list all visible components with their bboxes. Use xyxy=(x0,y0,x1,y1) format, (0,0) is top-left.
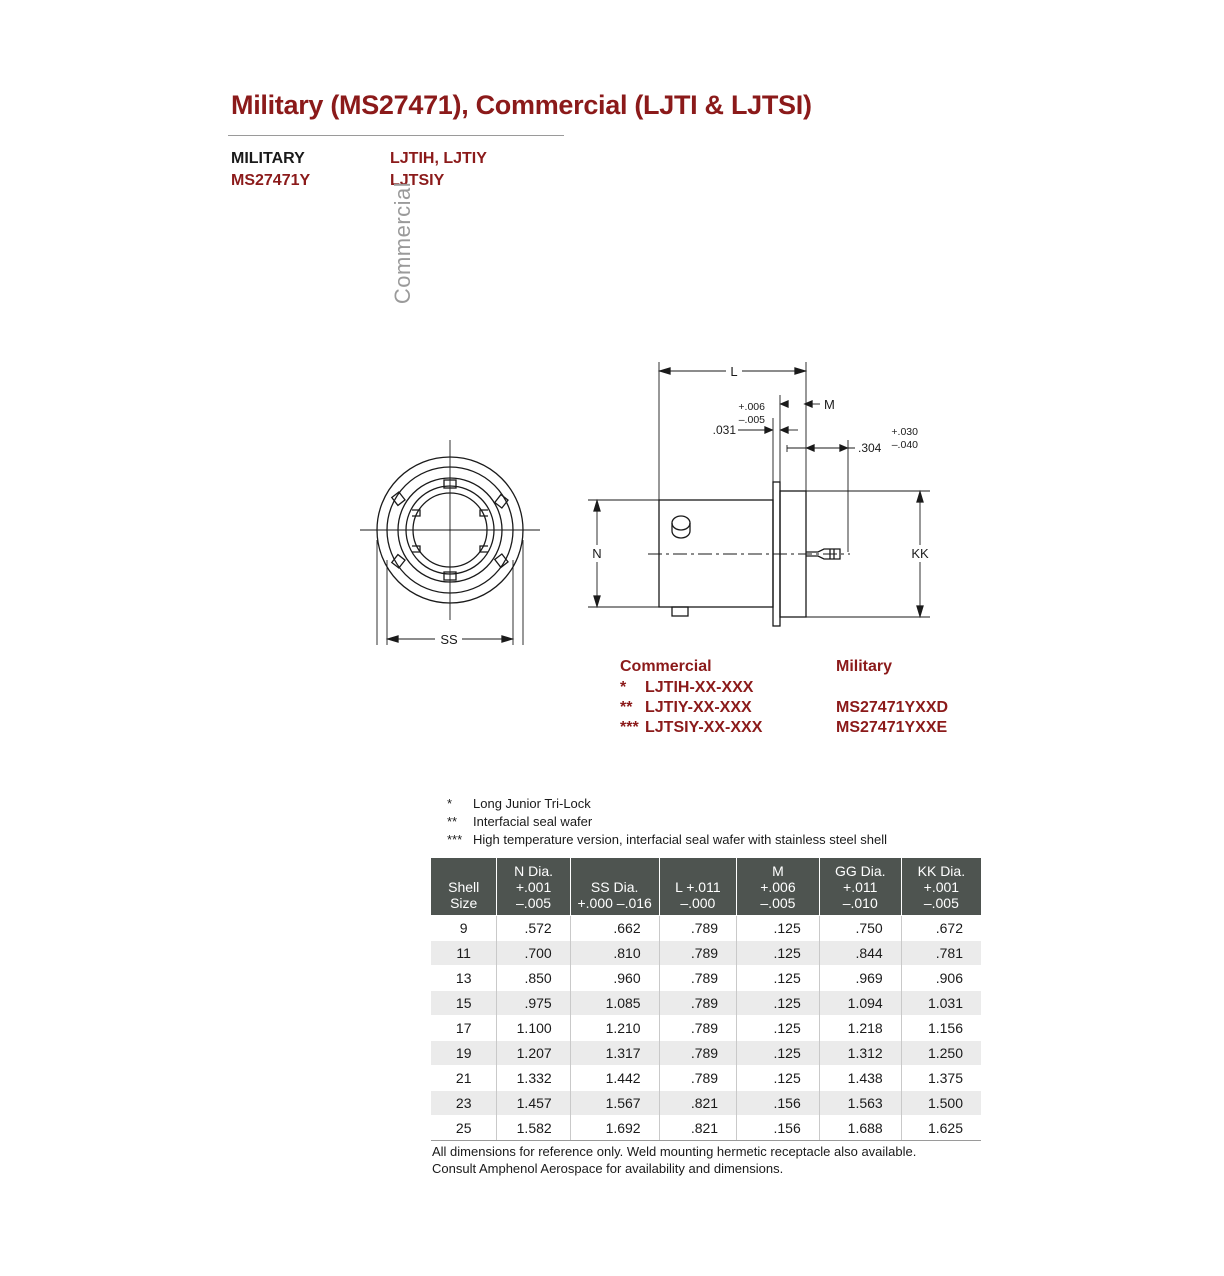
table-cell: 1.457 xyxy=(497,1091,570,1116)
col-header-ss-dia: SS Dia. +.000 –.016 xyxy=(570,858,659,916)
note-line1: All dimensions for reference only. Weld mounting hermetic receptacle also available. xyxy=(432,1144,917,1159)
table-cell: 1.210 xyxy=(570,1016,659,1041)
dim-label-l: L xyxy=(730,364,738,379)
dim-label-n: N xyxy=(592,546,602,561)
table-cell: .810 xyxy=(570,941,659,966)
cell-shell-size: 11 xyxy=(431,941,497,966)
cell-shell-size: 19 xyxy=(431,1041,497,1066)
table-row xyxy=(431,941,981,966)
military-part-number: MS27471Y xyxy=(231,172,311,189)
table-cell: .672 xyxy=(901,916,981,941)
table-cell: 1.692 xyxy=(570,1116,659,1141)
table-cell: 1.085 xyxy=(570,991,659,1016)
footnote: * Long Junior Tri-Lock xyxy=(447,796,591,811)
table-row xyxy=(431,1066,981,1091)
commercial-part-line1: LJTIH, LJTIY xyxy=(390,150,487,167)
table-cell: .572 xyxy=(497,916,570,941)
col-header-shell-size: Shell Size xyxy=(431,858,497,916)
table-cell: 1.156 xyxy=(901,1016,981,1041)
pn-marker: * xyxy=(620,679,627,696)
dim-label-m-tol-minus: –.005 xyxy=(738,414,765,426)
note-line2: Consult Amphenol Aerospace for availability and dimensions. xyxy=(432,1161,784,1176)
table-cell: 1.250 xyxy=(901,1041,981,1066)
commercial-vertical-label: Commercial xyxy=(390,181,416,305)
pn-marker: *** xyxy=(620,719,639,736)
cell-shell-size: 13 xyxy=(431,966,497,991)
commercial-part: LJTSIY-XX-XXX xyxy=(645,719,763,736)
table-cell: 1.625 xyxy=(901,1116,981,1141)
table-cell: .125 xyxy=(737,941,820,966)
commercial-part-line2: LJTSIY xyxy=(390,172,445,189)
military-label: MILITARY xyxy=(231,150,305,167)
cell-shell-size: 25 xyxy=(431,1116,497,1141)
table-cell: .844 xyxy=(819,941,901,966)
dimensions-table xyxy=(431,858,981,1141)
table-header-row xyxy=(431,858,981,916)
table-cell: 1.563 xyxy=(819,1091,901,1116)
col-header-l: L +.011 –.000 xyxy=(659,858,736,916)
table-cell: .906 xyxy=(901,966,981,991)
table-cell: .789 xyxy=(659,1066,736,1091)
table-row xyxy=(431,966,981,991)
commercial-heading: Commercial xyxy=(620,658,712,675)
col-header-gg-dia: GG Dia. +.011 –.010 xyxy=(819,858,901,916)
table-cell: .821 xyxy=(659,1091,736,1116)
dim-label-m: M xyxy=(824,397,835,412)
table-cell: 1.312 xyxy=(819,1041,901,1066)
table-cell: 1.317 xyxy=(570,1041,659,1066)
col-header-n-dia: N Dia. +.001 –.005 xyxy=(497,858,570,916)
table-cell: .789 xyxy=(659,916,736,941)
table-cell: .125 xyxy=(737,916,820,941)
col-header-m: M +.006 –.005 xyxy=(737,858,820,916)
cell-shell-size: 23 xyxy=(431,1091,497,1116)
table-cell: .821 xyxy=(659,1116,736,1141)
table-cell: 1.582 xyxy=(497,1116,570,1141)
table-cell: .789 xyxy=(659,966,736,991)
pn-marker: ** xyxy=(620,699,633,716)
table-cell: .156 xyxy=(737,1091,820,1116)
table-cell: .969 xyxy=(819,966,901,991)
dim-label-m-tol-plus: +.006 xyxy=(738,401,765,413)
table-cell: 1.500 xyxy=(901,1091,981,1116)
commercial-part: LJTIH-XX-XXX xyxy=(645,679,754,696)
table-cell: .781 xyxy=(901,941,981,966)
table-cell: 1.567 xyxy=(570,1091,659,1116)
cell-shell-size: 17 xyxy=(431,1016,497,1041)
table-cell: 1.375 xyxy=(901,1066,981,1091)
table-cell: .789 xyxy=(659,991,736,1016)
dim-label-flange: .031 xyxy=(712,423,736,437)
table-cell: 1.332 xyxy=(497,1066,570,1091)
table-cell: 1.207 xyxy=(497,1041,570,1066)
table-cell: .125 xyxy=(737,1016,820,1041)
title-divider xyxy=(228,135,564,136)
table-cell: .975 xyxy=(497,991,570,1016)
table-cell: .960 xyxy=(570,966,659,991)
military-part: MS27471YXXE xyxy=(836,719,948,736)
table-cell: 1.031 xyxy=(901,991,981,1016)
dim-label-pin-tol-plus: +.030 xyxy=(891,426,918,438)
table-cell: .156 xyxy=(737,1116,820,1141)
table-cell: 1.688 xyxy=(819,1116,901,1141)
table-cell: 1.218 xyxy=(819,1016,901,1041)
table-cell: .750 xyxy=(819,916,901,941)
table-cell: .662 xyxy=(570,916,659,941)
page-title: Military (MS27471), Commercial (LJTI & LJTSI) xyxy=(231,90,812,120)
military-part: MS27471YXXD xyxy=(836,699,949,716)
table-cell: 1.094 xyxy=(819,991,901,1016)
table-cell: 1.100 xyxy=(497,1016,570,1041)
cell-shell-size: 15 xyxy=(431,991,497,1016)
dim-label-pin-tol-minus: –.040 xyxy=(891,439,918,451)
table-row xyxy=(431,916,981,941)
col-header-kk-dia: KK Dia. +.001 –.005 xyxy=(901,858,981,916)
table-cell: .789 xyxy=(659,1016,736,1041)
cell-shell-size: 21 xyxy=(431,1066,497,1091)
footnote: ** Interfacial seal wafer xyxy=(447,814,593,829)
connector-drawing xyxy=(350,355,970,655)
commercial-part: LJTIY-XX-XXX xyxy=(645,699,752,716)
table-cell: .125 xyxy=(737,1041,820,1066)
front-view xyxy=(360,440,540,645)
military-heading: Military xyxy=(836,658,893,675)
dim-label-kk: KK xyxy=(911,546,929,561)
table-cell: .850 xyxy=(497,966,570,991)
table-cell: .125 xyxy=(737,991,820,1016)
table-cell: 1.442 xyxy=(570,1066,659,1091)
footnote: *** High temperature version, interfacial seal wafer with stainless steel shell xyxy=(447,832,888,847)
table-cell: .125 xyxy=(737,1066,820,1091)
table-cell: 1.438 xyxy=(819,1066,901,1091)
table-row xyxy=(431,1091,981,1116)
dim-label-pin-length: .304 xyxy=(858,441,882,455)
table-cell: .700 xyxy=(497,941,570,966)
table-cell: .789 xyxy=(659,1041,736,1066)
table-row xyxy=(431,1016,981,1041)
table-row xyxy=(431,1041,981,1066)
table-cell: .125 xyxy=(737,966,820,991)
table-row xyxy=(431,1116,981,1141)
table-row xyxy=(431,991,981,1016)
dim-label-ss: SS xyxy=(440,632,458,647)
cell-shell-size: 9 xyxy=(431,916,497,941)
table-cell: .789 xyxy=(659,941,736,966)
